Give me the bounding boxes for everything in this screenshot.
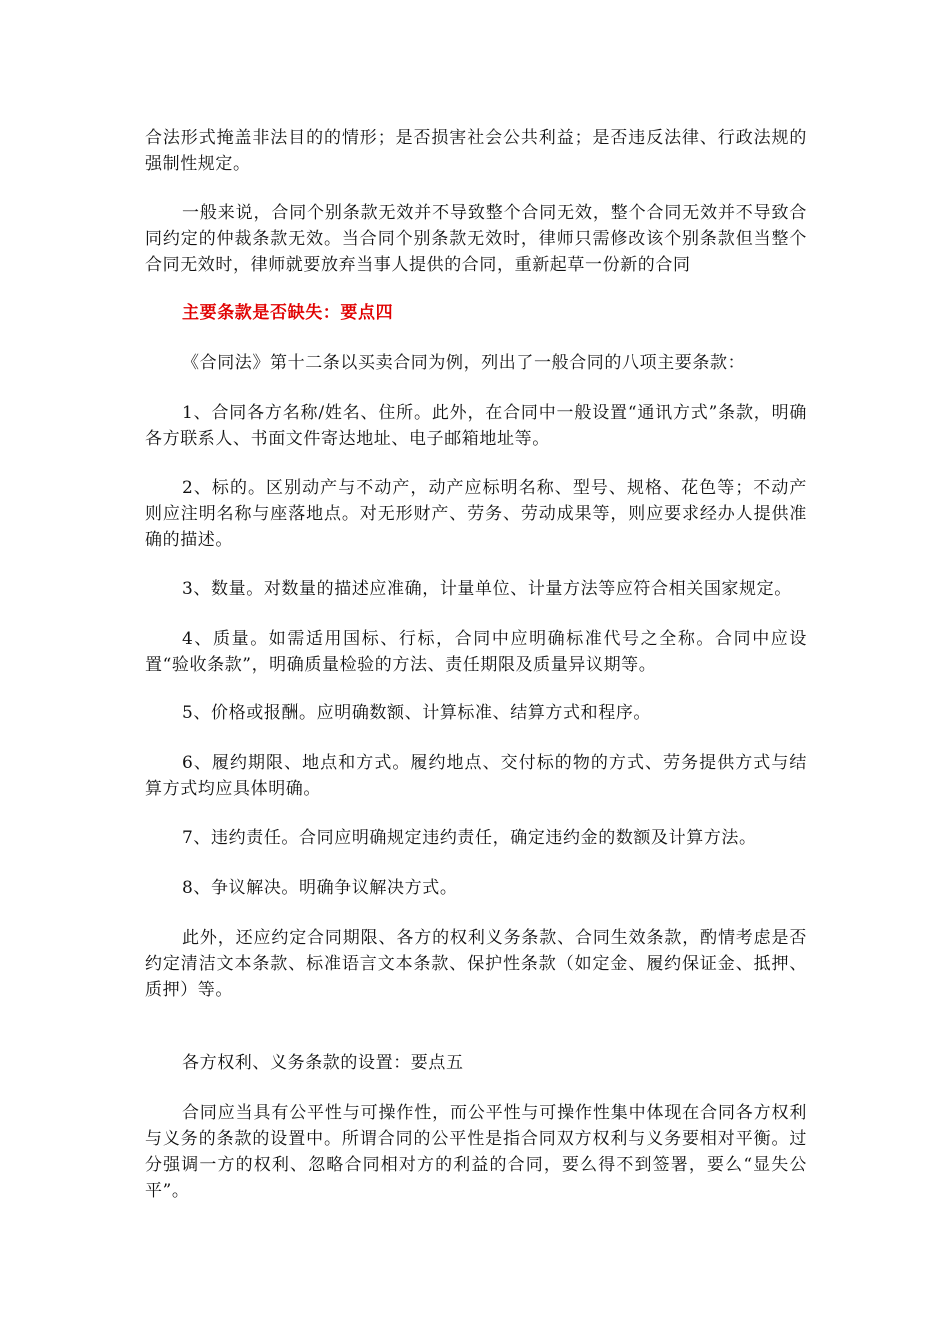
list-item-price: 5、价格或报酬。应明确数额、计算标准、结算方式和程序。 [182,703,652,723]
list-item-quantity: 3、数量。对数量的描述应准确，计量单位、计量方法等应符合相关国家规定。 [182,579,792,599]
section-heading-main-clauses: 主要条款是否缺失：要点四 [182,303,394,323]
list-item-liability: 7、违约责任。合同应明确规定违约责任，确定违约金的数额及计算方法。 [182,828,757,848]
paragraph-legal-form: 合法形式掩盖非法目的的情形；是否损害社会公共利益；是否违反法律、行政法规的强制性规定。 [145,128,807,174]
list-item-dispute: 8、争议解决。明确争议解决方式。 [182,878,458,898]
list-item-quality: 4、质量。如需适用国标、行标，合同中应明确标准代号之全称。合同中应设置“验收条款”，明确质量检验的方法、责任期限及质量异议期等。 [145,629,807,675]
section-heading-rights-obligations: 各方权利、义务条款的设置：要点五 [182,1053,464,1073]
paragraph-contract-law-intro: 《合同法》第十二条以买卖合同为例，列出了一般合同的八项主要条款： [182,353,746,373]
list-item-performance: 6、履约期限、地点和方式。履约地点、交付标的物的方式、劳务提供方式与结算方式均应具体明确。 [145,753,807,799]
list-item-subject-matter: 2、标的。区别动产与不动产，动产应标明名称、型号、规格、花色等；不动产则应注明名称与座落地点。对无形财产、劳务、劳动成果等，则应要求经办人提供准确的描述。 [145,478,807,550]
paragraph-fairness: 合同应当具有公平性与可操作性，而公平性与可操作性集中体现在合同各方权利与义务的条款的设置中。所谓合同的公平性是指合同双方权利与义务要相对平衡。过分强调一方的权利、忽略合同相对方的利益的合同，要么得不到签署，要么“显失公平”。 [145,1103,807,1201]
paragraph-clause-invalidity: 一般来说，合同个别条款无效并不导致整个合同无效，整个合同无效并不导致合同约定的仲裁条款无效。当合同个别条款无效时，律师只需修改该个别条款但当整个合同无效时，律师就要放弃当事人提供的合同，重新起草一份新的合同 [145,203,807,275]
paragraph-additional-terms: 此外，还应约定合同期限、各方的权利义务条款、合同生效条款，酌情考虑是否约定清洁文本条款、标准语言文本条款、保护性条款（如定金、履约保证金、抵押、质押）等。 [145,928,807,1000]
list-item-parties: 1、合同各方名称/姓名、住所。此外，在合同中一般设置“通讯方式”条款，明确各方联系人、书面文件寄达地址、电子邮箱地址等。 [145,403,807,449]
